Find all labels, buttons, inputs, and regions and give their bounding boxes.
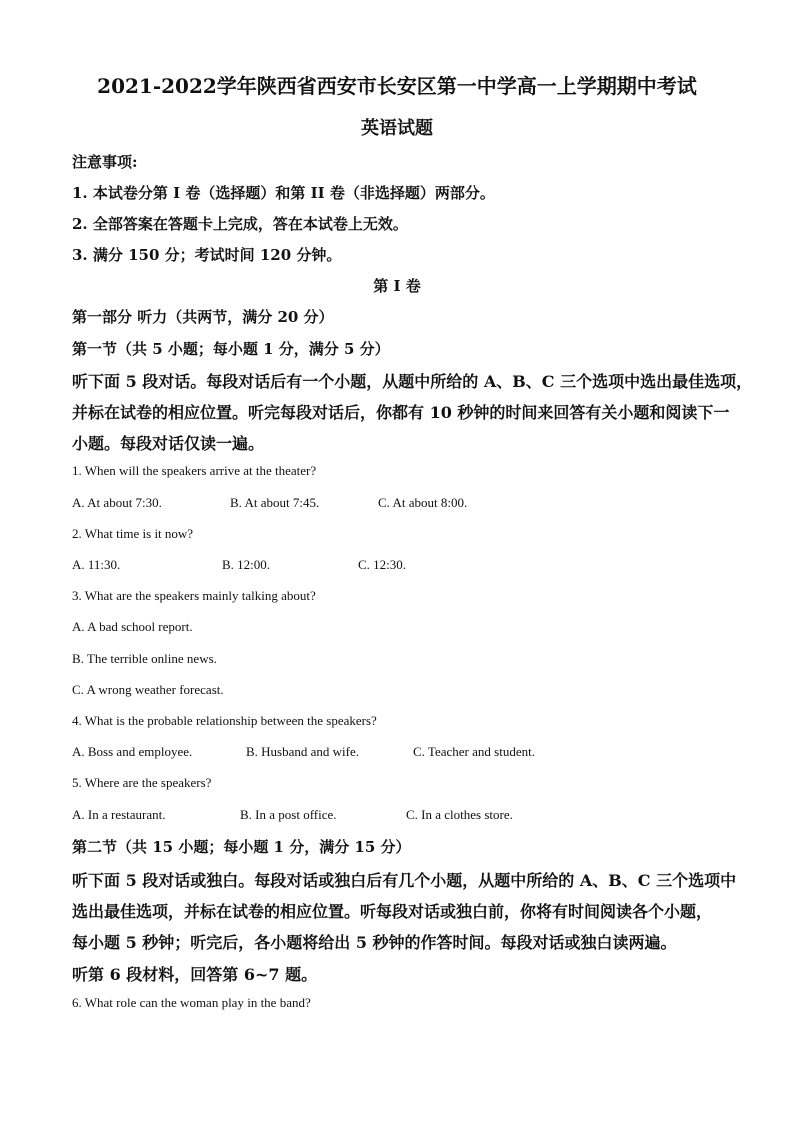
question-stem-1: 1. When will the speakers arrive at the theater?	[72, 463, 317, 478]
question-stem-4: 4. What is the probable relationship between the speakers?	[72, 713, 377, 728]
section2-instructions-line-3: 每小题 5 秒钟；听完后，各小题将给出 5 秒钟的作答时间。每段对话或独白读两遍。	[72, 933, 677, 952]
q5-option-c: C. In a clothes store.	[406, 807, 513, 822]
q2-option-b: B. 12:00.	[222, 557, 271, 572]
question-stem-5: 5. Where are the speakers?	[72, 775, 212, 790]
section2-instructions-line-1: 听下面 5 段对话或独白。每段对话或独白后有几个小题，从题中所给的 A、B、C 三个选项中	[72, 871, 737, 890]
q4-option-a: A. Boss and employee.	[72, 744, 193, 759]
q1-option-b: B. At about 7:45.	[230, 495, 320, 510]
q5-option-a: A. In a restaurant.	[72, 807, 166, 822]
q3-option-b: B. The terrible online news.	[72, 651, 217, 666]
note-item-2: 2. 全部答案在答题卡上完成，答在本试卷上无效。	[72, 215, 408, 233]
section1-instructions-line-3: 小题。每段对话仅读一遍。	[72, 434, 265, 453]
volume-label: 第 I 卷	[373, 277, 421, 295]
question-stem-6: 6. What role can the woman play in the band?	[72, 995, 311, 1010]
note-item-1: 1. 本试卷分第 I 卷（选择题）和第 II 卷（非选择题）两部分。	[72, 184, 495, 202]
q5-option-b: B. In a post office.	[240, 807, 337, 822]
part1-heading: 第一部分 听力（共两节，满分 20 分）	[72, 308, 334, 326]
q1-option-c: C. At about 8:00.	[378, 495, 468, 510]
section1-instructions-line-2: 并标在试卷的相应位置。听完每段对话后，你都有 10 秒钟的时间来回答有关小题和阅读下一	[72, 403, 730, 422]
q2-option-c: C. 12:30.	[358, 557, 407, 572]
question-stem-3: 3. What are the speakers mainly talking about?	[72, 588, 316, 603]
q4-option-b: B. Husband and wife.	[246, 744, 360, 759]
section2-heading: 第二节（共 15 小题；每小题 1 分，满分 15 分）	[72, 838, 411, 856]
q4-option-c: C. Teacher and student.	[413, 744, 535, 759]
exam-title: 2021-2022学年陕西省西安市长安区第一中学高一上学期期中考试	[97, 74, 697, 98]
section1-heading: 第一节（共 5 小题；每小题 1 分，满分 5 分）	[72, 340, 390, 358]
question-stem-2: 2. What time is it now?	[72, 526, 194, 541]
material-6-heading: 听第 6 段材料，回答第 6~7 题。	[72, 965, 318, 984]
note-item-3: 3. 满分 150 分；考试时间 120 分钟。	[72, 246, 342, 264]
section2-instructions-line-2: 选出最佳选项，并标在试卷的相应位置。听每段对话或独白前，你将有时间阅读各个小题，	[72, 902, 713, 921]
q2-option-a: A. 11:30.	[72, 557, 121, 572]
notes-heading: 注意事项:	[72, 153, 138, 171]
q3-option-c: C. A wrong weather forecast.	[72, 682, 224, 697]
q3-option-a: A. A bad school report.	[72, 619, 193, 634]
section1-instructions-line-1: 听下面 5 段对话。每段对话后有一个小题，从题中所给的 A、B、C 三个选项中选出最佳选项，	[72, 372, 753, 391]
q1-option-a: A. At about 7:30.	[72, 495, 162, 510]
exam-subtitle: 英语试题	[361, 118, 433, 139]
